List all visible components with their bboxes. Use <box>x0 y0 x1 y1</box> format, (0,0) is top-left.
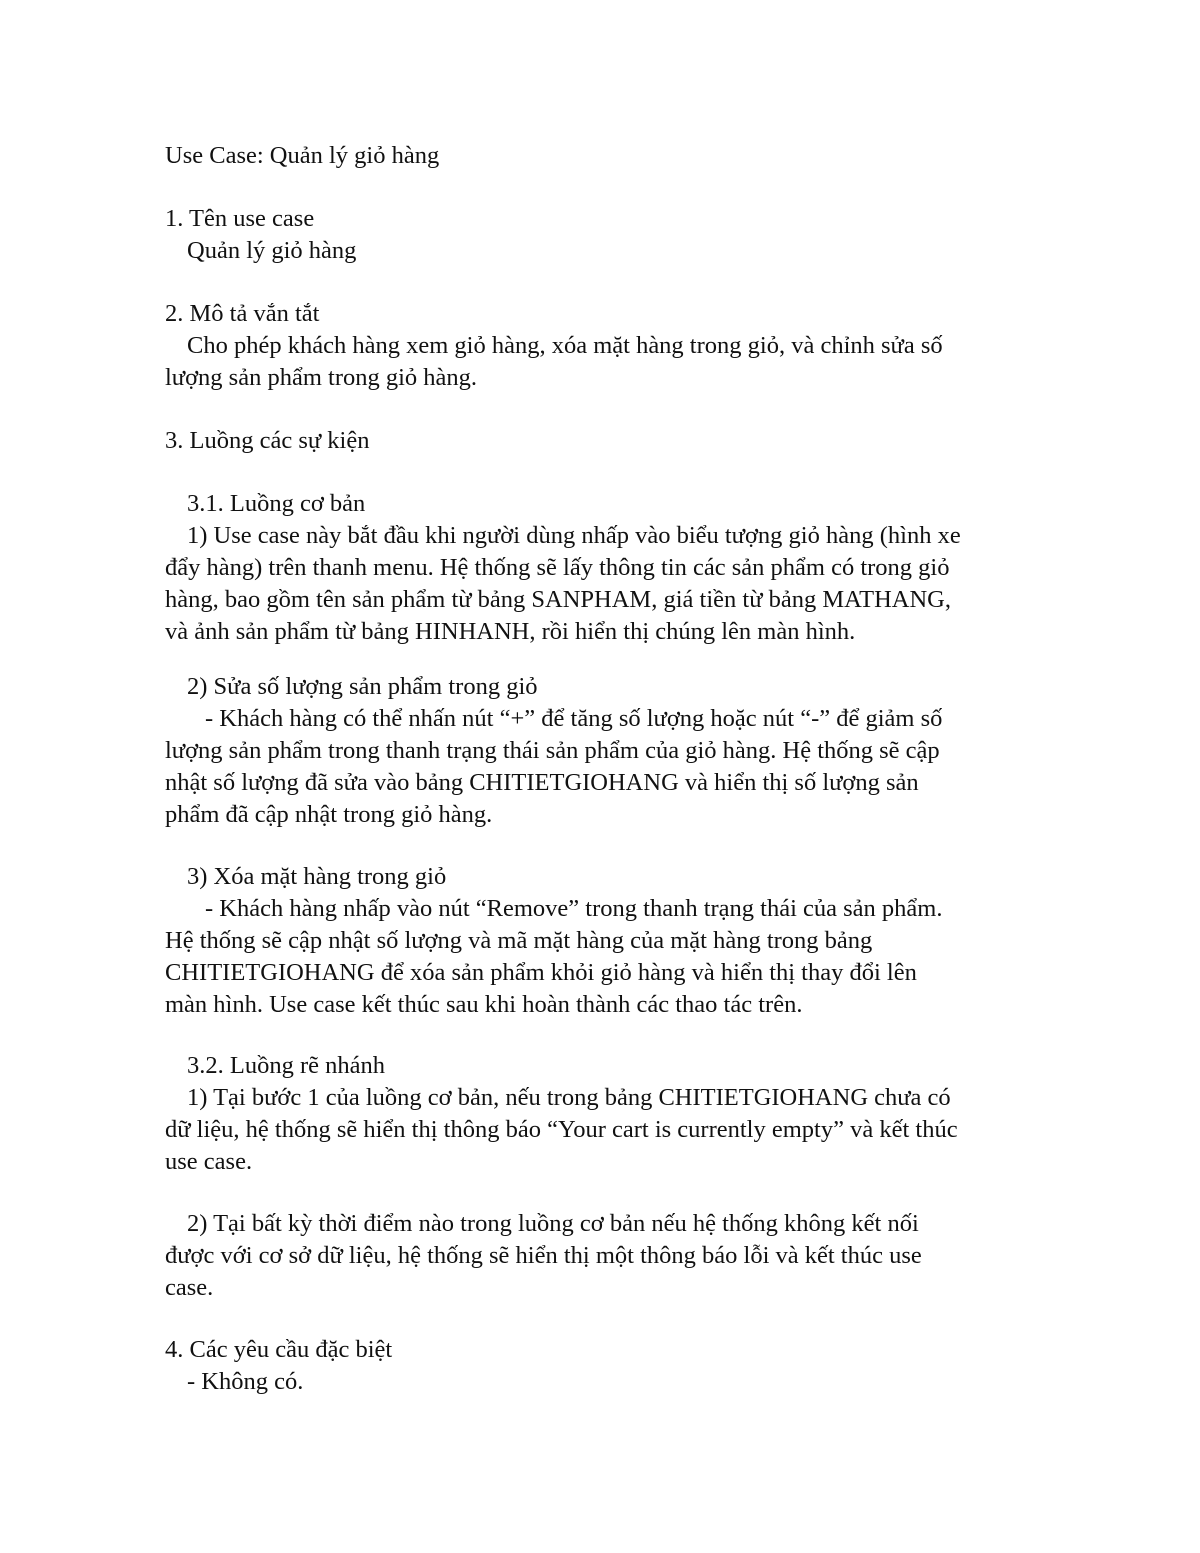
basic-flow-step-2-line: phẩm đã cập nhật trong giỏ hàng. <box>165 801 493 828</box>
section-1-body: Quản lý giỏ hàng <box>187 237 357 264</box>
basic-flow-step-2-line: - Khách hàng có thể nhấn nút “+” để tăng số lượng hoặc nút “-” để giảm số <box>205 705 943 732</box>
basic-flow-step-1-line: và ảnh sản phẩm từ bảng HINHANH, rồi hiển thị chúng lên màn hình. <box>165 618 856 645</box>
section-4-heading: 4. Các yêu cầu đặc biệt <box>165 1336 393 1363</box>
section-3-1-heading: 3.1. Luồng cơ bản <box>187 490 366 517</box>
alt-flow-1-line: dữ liệu, hệ thống sẽ hiển thị thông báo “Your cart is currently empty” và kết thúc <box>165 1116 958 1143</box>
basic-flow-step-2-line: lượng sản phẩm trong thanh trạng thái sản phẩm của giỏ hàng. Hệ thống sẽ cập <box>165 737 940 764</box>
alt-flow-2-line: case. <box>165 1274 214 1301</box>
basic-flow-step-3-line: màn hình. Use case kết thúc sau khi hoàn thành các thao tác trên. <box>165 991 803 1018</box>
basic-flow-step-3-line: - Khách hàng nhấp vào nút “Remove” trong thanh trạng thái của sản phẩm. <box>205 895 943 922</box>
basic-flow-step-1-line: đẩy hàng) trên thanh menu. Hệ thống sẽ lấy thông tin các sản phẩm có trong giỏ <box>165 554 950 581</box>
section-2-body-line: Cho phép khách hàng xem giỏ hàng, xóa mặt hàng trong giỏ, và chỉnh sửa số <box>187 332 943 359</box>
section-2-heading: 2. Mô tả vắn tắt <box>165 300 320 327</box>
section-1-heading: 1. Tên use case <box>165 205 315 232</box>
section-2-body-line: lượng sản phẩm trong giỏ hàng. <box>165 364 478 391</box>
basic-flow-step-2-line: nhật số lượng đã sửa vào bảng CHITIETGIOHANG và hiển thị số lượng sản <box>165 769 919 796</box>
alt-flow-2-line: được với cơ sở dữ liệu, hệ thống sẽ hiển thị một thông báo lỗi và kết thúc use <box>165 1242 922 1269</box>
basic-flow-step-2-heading: 2) Sửa số lượng sản phẩm trong giỏ <box>187 673 538 700</box>
basic-flow-step-1-line: 1) Use case này bắt đầu khi người dùng nhấp vào biểu tượng giỏ hàng (hình xe <box>187 522 961 549</box>
basic-flow-step-1-line: hàng, bao gồm tên sản phẩm từ bảng SANPHAM, giá tiền từ bảng MATHANG, <box>165 586 951 613</box>
document-title: Use Case: Quản lý giỏ hàng <box>165 142 440 169</box>
alt-flow-1-line: 1) Tại bước 1 của luồng cơ bản, nếu trong bảng CHITIETGIOHANG chưa có <box>187 1084 951 1111</box>
basic-flow-step-3-line: Hệ thống sẽ cập nhật số lượng và mã mặt hàng của mặt hàng trong bảng <box>165 927 873 954</box>
alt-flow-1-line: use case. <box>165 1148 253 1175</box>
section-3-2-heading: 3.2. Luồng rẽ nhánh <box>187 1052 385 1079</box>
basic-flow-step-3-heading: 3) Xóa mặt hàng trong giỏ <box>187 863 447 890</box>
alt-flow-2-line: 2) Tại bất kỳ thời điểm nào trong luồng cơ bản nếu hệ thống không kết nối <box>187 1210 919 1237</box>
basic-flow-step-3-line: CHITIETGIOHANG để xóa sản phẩm khỏi giỏ hàng và hiển thị thay đổi lên <box>165 959 917 986</box>
section-3-heading: 3. Luồng các sự kiện <box>165 427 370 454</box>
section-4-body: - Không có. <box>187 1368 304 1395</box>
